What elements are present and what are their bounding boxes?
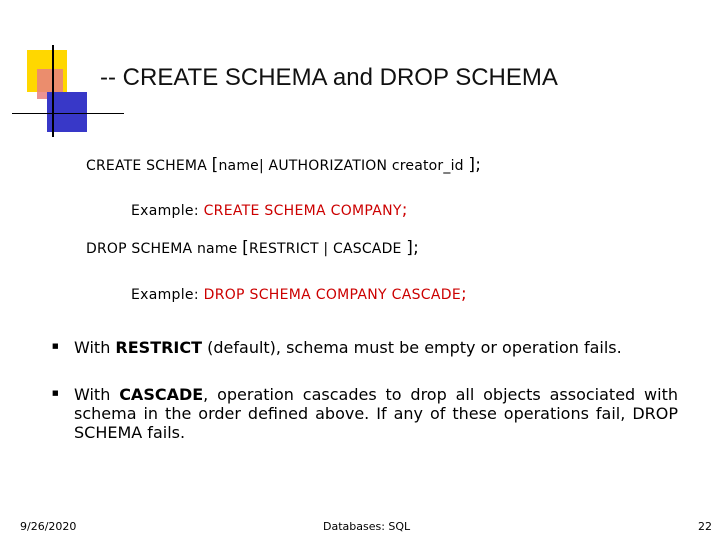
create-syntax-semicolon: ; <box>475 155 482 175</box>
bullet-text <box>74 385 678 442</box>
create-syntax-keyword: CREATE SCHEMA <box>86 158 212 174</box>
create-syntax-close-bracket: ] <box>468 155 476 175</box>
drop-syntax-semicolon: ; <box>413 238 420 258</box>
drop-example-code: DROP SCHEMA COMPANY CASCADE <box>203 287 461 303</box>
bullet-keyword: CASCADE <box>119 385 204 404</box>
create-syntax-body: name| AUTHORIZATION creator_id <box>218 158 469 174</box>
drop-syntax-body: RESTRICT | CASCADE <box>248 241 407 257</box>
drop-schema-example <box>131 284 467 304</box>
bullet-restrict <box>52 338 678 357</box>
create-example-semicolon: ; <box>401 200 408 220</box>
drop-syntax-open-bracket: [ <box>242 238 249 258</box>
drop-example-semicolon: ; <box>460 284 467 304</box>
bullet-keyword: RESTRICT <box>115 338 203 357</box>
bullet-suffix: , operation cascades to drop all objects associated with schema in the order defined above. If any of these operations fail, DROP SCHEMA fails. <box>74 385 678 442</box>
decorative-horizontal-line <box>12 113 124 114</box>
bullet-prefix: With <box>74 338 116 357</box>
drop-syntax-close-bracket: ] <box>406 238 414 258</box>
drop-schema-syntax <box>86 238 419 258</box>
create-schema-example <box>131 200 408 220</box>
bullet-prefix: With <box>74 385 120 404</box>
footer-title: Databases: SQL <box>323 520 411 533</box>
bullet-marker: ■ <box>52 342 59 350</box>
drop-syntax-keyword: DROP SCHEMA name <box>86 241 243 257</box>
create-example-code: CREATE SCHEMA COMPANY <box>203 203 402 219</box>
decorative-vertical-line <box>52 45 54 137</box>
page-number: 22 <box>698 520 712 533</box>
create-example-label: Example: <box>131 203 204 219</box>
bullet-suffix: (default), schema must be empty or operation fails. <box>202 338 622 357</box>
create-schema-syntax <box>86 155 481 175</box>
bullet-cascade <box>52 385 678 442</box>
create-syntax-open-bracket: [ <box>211 155 219 175</box>
bullet-marker: ■ <box>52 389 59 397</box>
bullet-text <box>74 338 622 357</box>
drop-example-label: Example: <box>131 287 204 303</box>
slide-title: -- CREATE SCHEMA and DROP SCHEMA <box>100 64 558 91</box>
footer-date: 9/26/2020 <box>20 520 77 533</box>
